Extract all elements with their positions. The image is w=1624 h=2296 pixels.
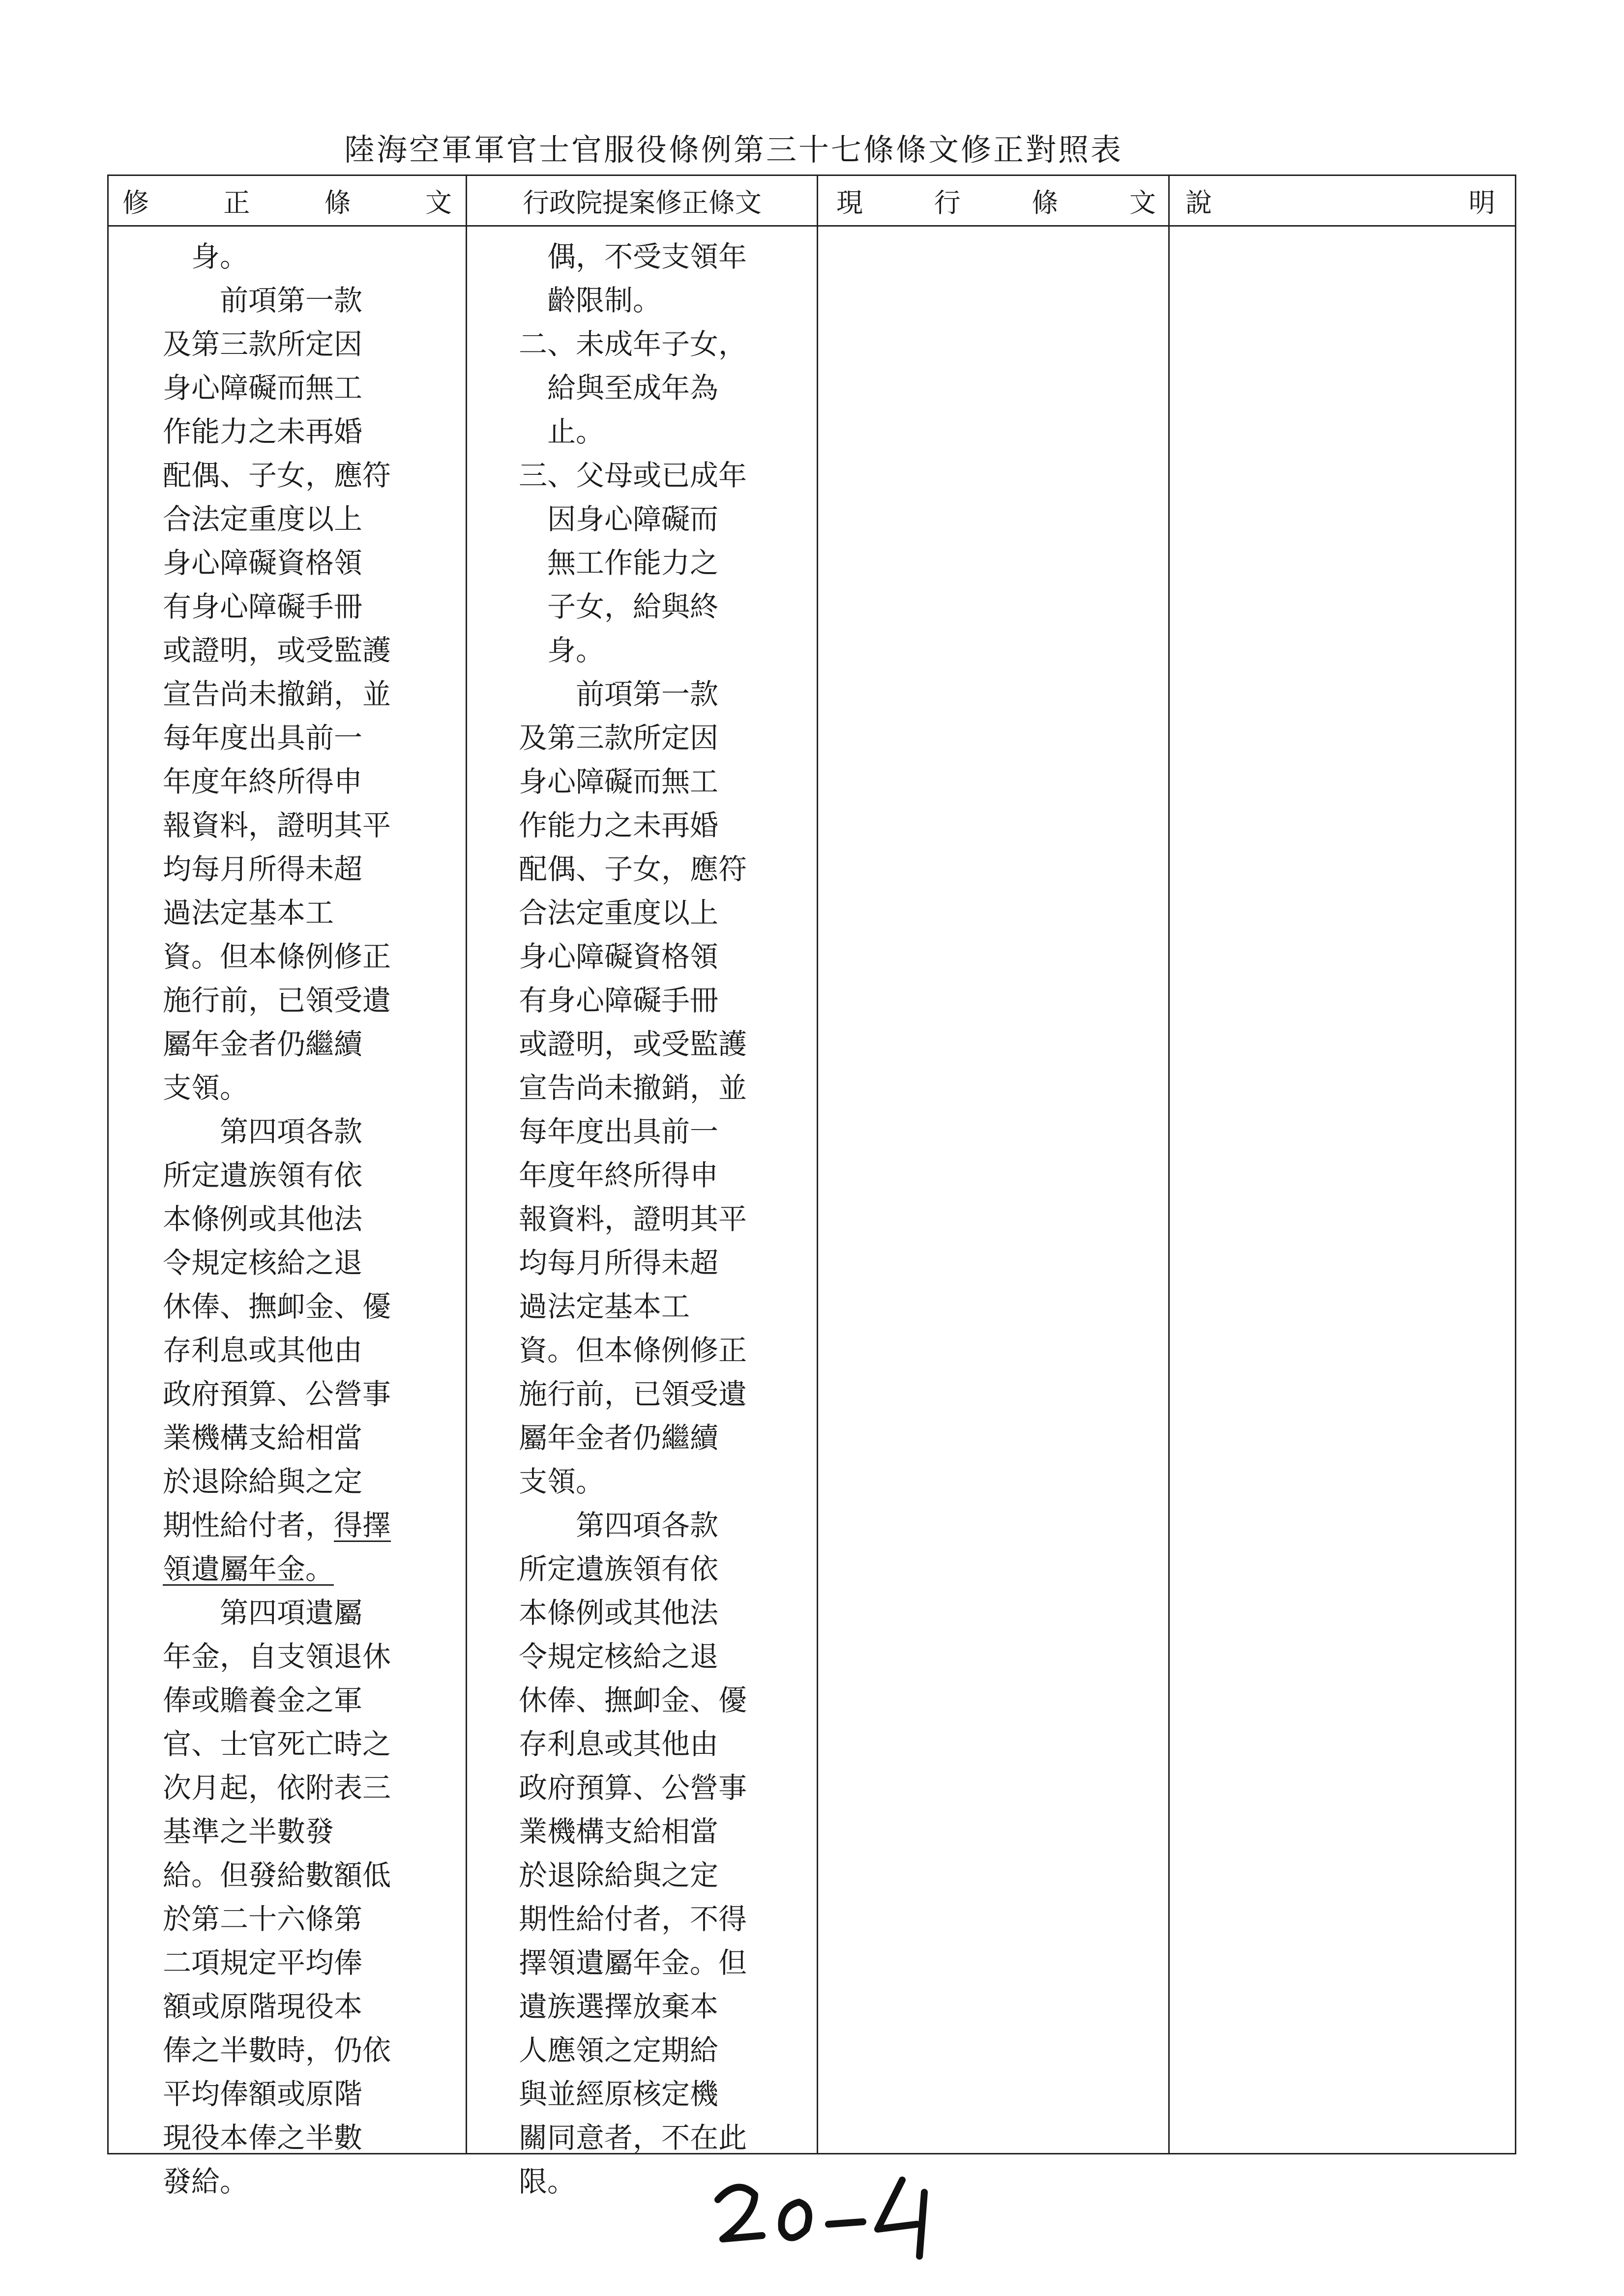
text-line: 期性給付者，得擇	[163, 1509, 391, 1542]
executive-proposal-column	[519, 235, 747, 2204]
underlined-amendment: 領遺屬年金。	[163, 1552, 334, 1586]
header-divider	[109, 225, 1515, 227]
header-char: 條	[1032, 187, 1059, 218]
text-line: 或證明，或受監護	[519, 1027, 747, 1061]
text-line: 三、父母或已成年	[519, 459, 747, 492]
text-line: 政府預算、公營事	[163, 1377, 391, 1411]
text-line: 二項規定平均俸	[163, 1946, 363, 1979]
header-char: 文	[1129, 187, 1156, 218]
text-line: 因身心障礙而	[519, 502, 719, 536]
text-line: 額或原階現役本	[163, 1990, 363, 2023]
text-line: 於退除給與之定	[163, 1465, 363, 1498]
text-line: 所定遺族領有依	[163, 1159, 363, 1192]
header-char: 明	[1469, 187, 1495, 218]
text-line: 存利息或其他由	[519, 1727, 719, 1761]
text-line: 給。但發給數額低	[163, 1859, 391, 1892]
text-line: 俸之半數時，仍依	[163, 2034, 391, 2067]
text-line: 有身心障礙手冊	[163, 590, 363, 623]
text-line: 遺族選擇放棄本	[519, 1990, 719, 2023]
text-line: 官、士官死亡時之	[163, 1727, 391, 1761]
text-line: 齡限制。	[519, 284, 662, 317]
header-current-text	[831, 176, 1161, 225]
text-line: 俸或贍養金之軍	[163, 1684, 363, 1717]
header-char: 修	[122, 187, 149, 218]
text-line: 支領。	[519, 1465, 605, 1498]
text-line: 年度年終所得申	[163, 765, 363, 798]
text-line: 休俸、撫卹金、優	[519, 1684, 747, 1717]
text-line: 次月起，依附表三	[163, 1771, 391, 1804]
text-line: 業機構支給相當	[519, 1815, 719, 1848]
text-line: 或證明，或受監護	[163, 634, 391, 667]
column-divider	[466, 176, 467, 2153]
text-line: 令規定核給之退	[163, 1246, 363, 1279]
text-line: 政府預算、公營事	[519, 1771, 747, 1804]
text-line: 報資料，證明其平	[163, 809, 391, 842]
text-line: 人應領之定期給	[519, 2034, 719, 2067]
text-line: 偶，不受支領年	[519, 240, 747, 273]
text-line: 施行前，已領受遺	[519, 1377, 747, 1411]
text-line: 現役本俸之半數	[163, 2121, 363, 2154]
text-line: 報資料，證明其平	[519, 1202, 747, 1236]
text-line: 施行前，已領受遺	[163, 984, 391, 1017]
text-line: 身心障礙而無工	[519, 765, 719, 798]
text-line: 合法定重度以上	[519, 896, 719, 930]
text-line: 限。	[519, 2165, 576, 2198]
comparison-table	[107, 174, 1516, 2198]
text-line: 業機構支給相當	[163, 1421, 363, 1454]
text-line: 屬年金者仍繼續	[163, 1027, 363, 1061]
text-line: 均每月所得未超	[519, 1246, 719, 1279]
text-line: 過法定基本工	[163, 896, 334, 930]
column-divider	[1168, 176, 1170, 2153]
text-line: 擇領遺屬年金。但	[519, 1946, 747, 1979]
text-line: 給與至成年為	[519, 371, 719, 405]
text-line: 本條例或其他法	[163, 1202, 363, 1236]
text-line: 配偶、子女，應符	[163, 459, 391, 492]
text-line: 二、未成年子女，	[519, 327, 747, 361]
text-line: 每年度出具前一	[519, 1115, 719, 1148]
text-line: 前項第一款	[519, 677, 719, 711]
text-line: 每年度出具前一	[163, 721, 363, 755]
header-char: 正	[223, 187, 250, 218]
text-line: 作能力之未再婚	[163, 415, 363, 448]
text-line: 第四項遺屬	[163, 1596, 363, 1629]
document-title: 陸海空軍軍官士官服役條例第三十七條條文修正對照表	[344, 132, 1123, 168]
text-line: 休俸、撫卹金、優	[163, 1290, 391, 1323]
text-line: 及第三款所定因	[519, 721, 719, 755]
text-line: 年度年終所得申	[519, 1159, 719, 1192]
text-line: 資。但本條例修正	[163, 940, 391, 973]
text-line: 身心障礙資格領	[163, 546, 363, 580]
text-line: 前項第一款	[163, 284, 363, 317]
text-line: 有身心障礙手冊	[519, 984, 719, 1017]
text-line: 平均俸額或原階	[163, 2077, 363, 2111]
text-line: 宣告尚未撤銷，並	[519, 1071, 747, 1104]
text-line: 無工作能力之	[519, 546, 719, 580]
header-char: 文	[425, 187, 452, 218]
text-line: 子女，給與終	[519, 590, 719, 623]
text-line: 與並經原核定機	[519, 2077, 719, 2111]
text-line: 令規定核給之退	[519, 1640, 719, 1673]
text-line: 及第三款所定因	[163, 327, 363, 361]
text-line: 過法定基本工	[519, 1290, 690, 1323]
handwritten-signature-graphic	[708, 2173, 934, 2261]
text-line: 第四項各款	[519, 1509, 719, 1542]
text-line: 本條例或其他法	[519, 1596, 719, 1629]
text-line: 止。	[519, 415, 605, 448]
text-line: 年金，自支領退休	[163, 1640, 391, 1673]
text-line: 資。但本條例修正	[519, 1334, 747, 1367]
header-executive-proposal	[475, 176, 809, 225]
header-label: 行政院提案修正條文	[523, 187, 762, 218]
text-line: 身。	[519, 634, 605, 667]
text-line: 支領。	[163, 1071, 249, 1104]
header-char: 行	[934, 187, 961, 218]
text-line: 於退除給與之定	[519, 1859, 719, 1892]
text-line: 作能力之未再婚	[519, 809, 719, 842]
handwritten-page-number	[708, 2173, 934, 2261]
header-explanation	[1181, 176, 1500, 225]
amended-text-column	[163, 235, 391, 2204]
underlined-amendment: 得擇	[334, 1509, 391, 1542]
text-line: 身心障礙而無工	[163, 371, 363, 405]
header-amended-text	[118, 176, 457, 225]
text-line: 配偶、子女，應符	[519, 852, 747, 886]
text-line: 發給。	[163, 2165, 249, 2198]
text-line: 第四項各款	[163, 1115, 363, 1148]
text-line: 身。	[163, 240, 249, 273]
text-line: 基準之半數發	[163, 1815, 334, 1848]
text-line: 身心障礙資格領	[519, 940, 719, 973]
column-divider	[817, 176, 818, 2153]
text-line: 宣告尚未撤銷，並	[163, 677, 391, 711]
text-line: 所定遺族領有依	[519, 1552, 719, 1586]
text-line	[163, 1547, 391, 1591]
header-char: 條	[324, 187, 351, 218]
text-line: 於第二十六條第	[163, 1902, 363, 1936]
text-line: 存利息或其他由	[163, 1334, 363, 1367]
text-line: 屬年金者仍繼續	[519, 1421, 719, 1454]
header-char: 現	[836, 187, 863, 218]
text-line: 期性給付者，不得	[519, 1902, 747, 1936]
text-line: 均每月所得未超	[163, 852, 363, 886]
text-line: 關同意者，不在此	[519, 2121, 747, 2154]
header-char: 說	[1185, 187, 1212, 218]
text-line: 合法定重度以上	[163, 502, 363, 536]
